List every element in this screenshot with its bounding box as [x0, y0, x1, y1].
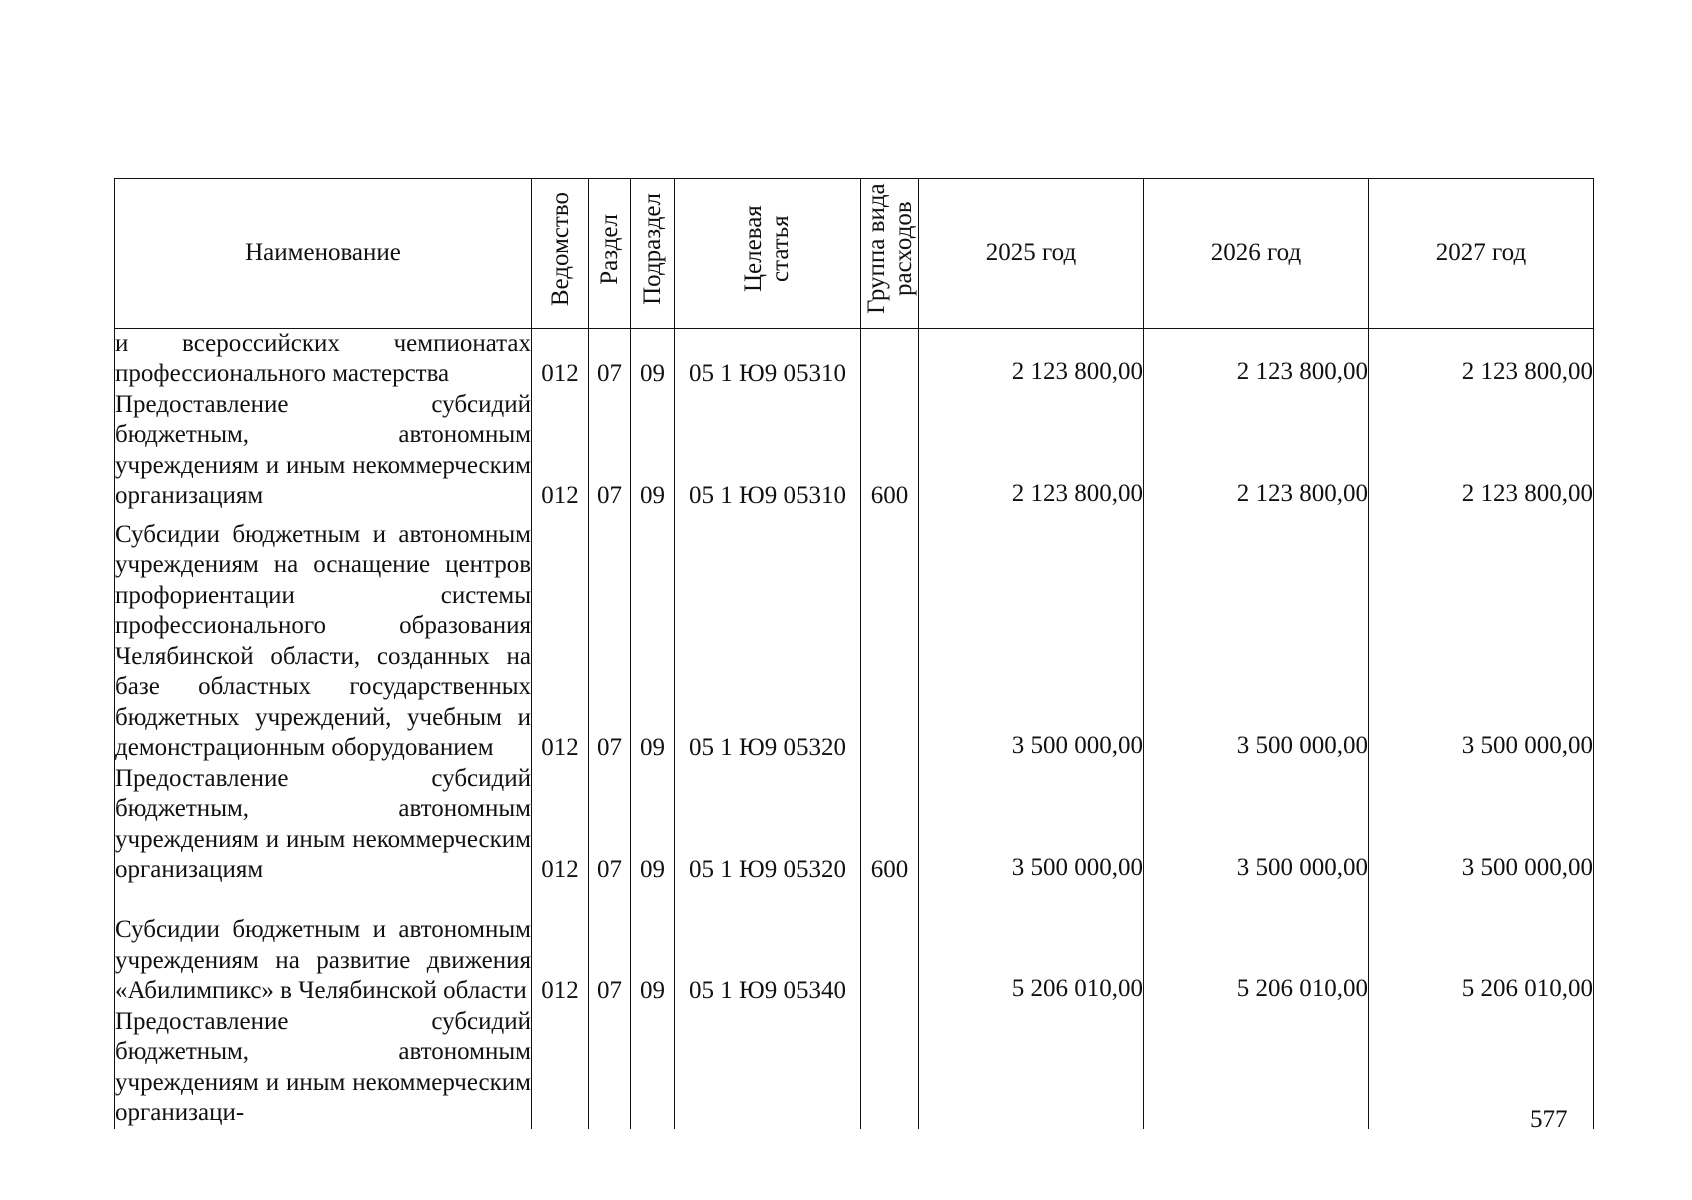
table-row	[115, 328, 1594, 390]
table-cell-target: 05 1 Ю9 05310	[675, 390, 861, 512]
table-cell-group: 600	[861, 390, 919, 512]
table-cell-group	[861, 512, 919, 764]
header-section	[589, 179, 631, 329]
table-cell-name: Субсидии бюджетным и автономным учреждениям на развитие движения «Абилимпикс» в Челябинской области	[115, 886, 532, 1007]
header-target-label: Целевая статья	[739, 205, 794, 293]
table-cell-dept: 012	[532, 328, 589, 390]
amount-value: 3 500 000,00	[1011, 854, 1143, 881]
table-cell-2027	[1369, 886, 1594, 1007]
header-2026: 2026 год	[1144, 179, 1369, 329]
table-row	[115, 512, 1594, 764]
header-group	[861, 179, 919, 329]
table-cell-name: и всероссийских чемпионатах профессионального мастерства	[115, 328, 532, 390]
table-row	[115, 886, 1594, 1007]
table-cell-2027	[1369, 390, 1594, 512]
table-row	[115, 764, 1594, 886]
header-2027: 2027 год	[1369, 179, 1594, 329]
table-cell-section: 07	[589, 512, 631, 764]
page-number: 577	[1530, 1106, 1568, 1133]
table-cell-section: 07	[589, 328, 631, 390]
table-cell-2026	[1144, 390, 1369, 512]
table-cell-name: Предоставление субсидий бюджетным, автономным учреждениям и иным некоммерческим организациям	[115, 390, 532, 512]
table-cell-target: 05 1 Ю9 05340	[675, 886, 861, 1007]
table-cell-group: 600	[861, 764, 919, 886]
amount-value: 5 206 010,00	[1011, 975, 1143, 1002]
header-dept	[532, 179, 589, 329]
amount-value: 5 206 010,00	[1236, 975, 1368, 1002]
amount-value: 2 123 800,00	[1236, 480, 1368, 507]
table-body	[115, 328, 1594, 1129]
table-cell-section: 07	[589, 764, 631, 886]
table-cell-dept	[532, 1007, 589, 1129]
table-cell-2025	[919, 1007, 1144, 1129]
table-cell-dept: 012	[532, 390, 589, 512]
table-cell-section: 07	[589, 886, 631, 1007]
table-cell-2025	[919, 328, 1144, 390]
table-cell-section	[589, 1007, 631, 1129]
table-cell-2027	[1369, 328, 1594, 390]
amount-value: 2 123 800,00	[1461, 358, 1593, 385]
header-dept-label: Ведомство	[546, 191, 574, 307]
table-cell-group	[861, 1007, 919, 1129]
amount-value: 2 123 800,00	[1011, 480, 1143, 507]
table-cell-subsection: 09	[631, 512, 675, 764]
table-cell-subsection	[631, 1007, 675, 1129]
table-cell-name: Предоставление субсидий бюджетным, автономным учреждениям и иным некоммерческим организациям	[115, 764, 532, 886]
table-cell-group	[861, 328, 919, 390]
amount-value: 2 123 800,00	[1236, 358, 1368, 385]
table-cell-name: Субсидии бюджетным и автономным учреждениям на оснащение центров профориентации системы профессионального образования Челябинской области, созданных на базе областных государственных бюджетных учреждений, учебным и демонстрационным оборудованием	[115, 512, 532, 764]
table-cell-2025	[919, 390, 1144, 512]
table-cell-target: 05 1 Ю9 05320	[675, 764, 861, 886]
amount-value: 3 500 000,00	[1236, 732, 1368, 759]
table-cell-2026	[1144, 764, 1369, 886]
amount-value: 2 123 800,00	[1461, 480, 1593, 507]
header-2025: 2025 год	[919, 179, 1144, 329]
table-cell-target: 05 1 Ю9 05320	[675, 512, 861, 764]
table-cell-2025	[919, 886, 1144, 1007]
table-cell-target: 05 1 Ю9 05310	[675, 328, 861, 390]
table-cell-2027	[1369, 764, 1594, 886]
table-cell-dept: 012	[532, 512, 589, 764]
header-name: Наименование	[115, 179, 532, 329]
table-cell-2026	[1144, 512, 1369, 764]
table-cell-name: Предоставление субсидий бюджетным, автономным учреждениям и иным некоммерческим организаци-	[115, 1007, 532, 1129]
header-subsection	[631, 179, 675, 329]
table-cell-2025	[919, 764, 1144, 886]
table-cell-subsection: 09	[631, 328, 675, 390]
table-cell-group	[861, 886, 919, 1007]
table-cell-section: 07	[589, 390, 631, 512]
table-cell-dept: 012	[532, 764, 589, 886]
amount-value: 3 500 000,00	[1236, 854, 1368, 881]
header-subsection-label: Подраздел	[639, 193, 666, 305]
table-cell-2026	[1144, 886, 1369, 1007]
table-cell-subsection: 09	[631, 764, 675, 886]
amount-value: 5 206 010,00	[1461, 975, 1593, 1002]
table-cell-target	[675, 1007, 861, 1129]
table-row	[115, 390, 1594, 512]
table-cell-2026	[1144, 1007, 1369, 1129]
amount-value: 3 500 000,00	[1461, 732, 1593, 759]
amount-value: 3 500 000,00	[1461, 854, 1593, 881]
amount-value: 3 500 000,00	[1011, 732, 1143, 759]
header-group-label: Группа вида расходов	[862, 183, 917, 315]
table-cell-subsection: 09	[631, 886, 675, 1007]
table-header	[115, 179, 1594, 329]
table-row	[115, 1007, 1594, 1129]
header-section-label: Раздел	[596, 213, 623, 285]
budget-table	[114, 178, 1594, 1129]
table-cell-dept: 012	[532, 886, 589, 1007]
table-cell-2025	[919, 512, 1144, 764]
table-cell-subsection: 09	[631, 390, 675, 512]
table-cell-2027	[1369, 512, 1594, 764]
table-cell-2026	[1144, 328, 1369, 390]
header-target	[675, 179, 861, 329]
amount-value: 2 123 800,00	[1011, 358, 1143, 385]
